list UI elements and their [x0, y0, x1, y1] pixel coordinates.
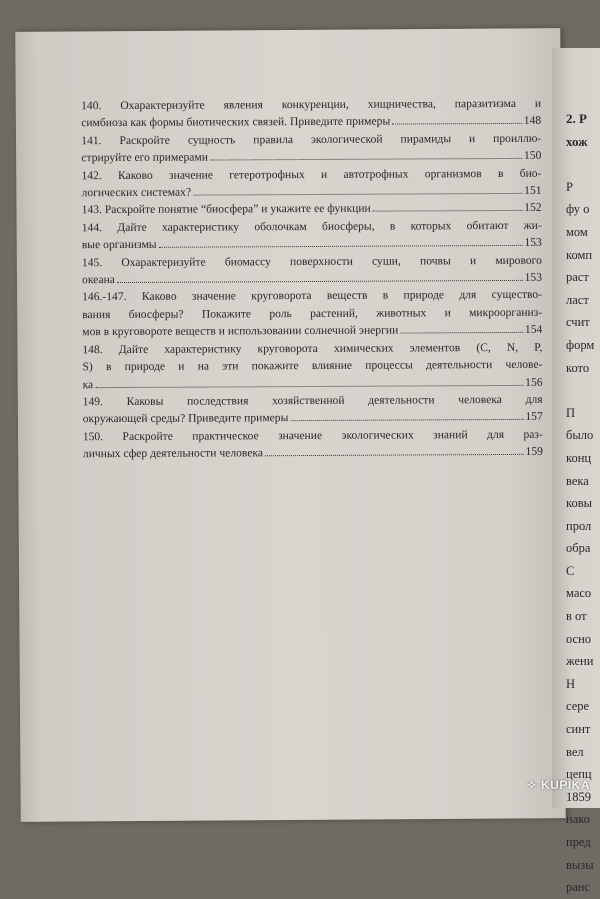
- toc-entry-line: 145. Охарактеризуйте биомассу поверхности суши, почвы и мирового: [81, 253, 542, 269]
- toc-entry-line: 146.-147. Каково значение круговорота веществ в природе для существо-: [82, 288, 543, 304]
- right-page-line: форм: [566, 337, 595, 352]
- toc-entry: [81, 164, 541, 201]
- toc-entry-text: ка: [82, 377, 94, 391]
- toc-entry-line: 142. Каково значение гетеротрофных и автотрофных организмов в био-: [81, 166, 542, 182]
- dot-leader: [265, 454, 523, 456]
- right-page-line: [566, 379, 594, 402]
- right-page-line: ранс: [566, 880, 591, 895]
- right-page-line: 1859: [566, 789, 591, 804]
- right-page-line: обра: [566, 541, 591, 556]
- right-page-line: 2. Р: [566, 111, 587, 126]
- toc-page-number: 156: [525, 375, 543, 389]
- right-page-line: масо: [566, 586, 592, 601]
- toc-entry-text: логических системах?: [81, 185, 192, 200]
- toc-entry-text: окружающей среды? Приведите примеры: [82, 411, 289, 426]
- right-page-line: в от: [566, 609, 587, 624]
- right-page-line: прол: [566, 518, 592, 533]
- dot-leader: [159, 245, 523, 248]
- toc-entry: [83, 391, 543, 428]
- toc-page-number: 148: [523, 114, 542, 128]
- dot-leader: [117, 280, 523, 283]
- right-page-line: счит: [566, 315, 590, 330]
- toc-entry-text: мов в круговороте веществ и использовании солнечной энергии: [82, 323, 399, 339]
- right-page-line: вел: [566, 744, 584, 759]
- toc-entry-line: 150. Раскройте практическое значение экологических знаний для раз-: [82, 427, 543, 443]
- right-page-line: Р: [566, 179, 573, 194]
- toc-page-number: 153: [524, 236, 542, 250]
- dot-leader: [210, 158, 522, 161]
- table-of-contents: [81, 95, 543, 463]
- toc-entry: [82, 251, 542, 288]
- toc-entry: [82, 217, 542, 254]
- right-page-line: нако: [566, 812, 590, 827]
- toc-entry-line: вания биосферы? Покажите роль растений, животных и микроорганиз-: [82, 305, 543, 322]
- toc-entry-line: S) в природе и на эти покажите влияние процессы деятельности челове-: [82, 357, 543, 374]
- right-page-line: пред: [566, 835, 591, 849]
- toc-page-number: 150: [523, 149, 542, 163]
- toc-page-number: 159: [525, 444, 543, 459]
- dot-leader: [193, 193, 522, 196]
- toc-entry-line: 148. Дайте характеристику круговорота химических элементов (C, N, P,: [82, 340, 543, 356]
- toc-entry: [81, 95, 541, 132]
- watermark: ✧ KUPIKA: [526, 778, 590, 792]
- toc-entry-line: 144. Дайте характеристику оболочкам биосферы, в которых обитают жи-: [81, 218, 542, 235]
- toc-page-number: 157: [525, 410, 543, 424]
- right-page-line: комп: [566, 247, 593, 262]
- toc-entry-text: личных сфер деятельности человека: [82, 446, 264, 461]
- dot-leader: [400, 332, 523, 334]
- right-page-line: синт: [566, 722, 591, 737]
- dot-leader: [373, 210, 523, 212]
- right-page-line: хож: [566, 133, 588, 149]
- toc-entry: [81, 130, 541, 167]
- right-page-line: С: [566, 563, 575, 578]
- toc-page-number: 154: [524, 323, 543, 337]
- right-page-line: кото: [566, 360, 590, 375]
- right-page-line: ковы: [566, 496, 592, 511]
- right-page-line: конц: [566, 450, 592, 465]
- toc-entry-line: 141. Раскройте сущность правила экологической пирамиды и проиллю-: [81, 131, 542, 148]
- toc-entry-text: симбиоза как формы биотических связей. Приведите примеры: [81, 114, 391, 130]
- dot-leader: [290, 419, 523, 421]
- toc-page-number: 153: [524, 270, 543, 284]
- toc-page-number: 152: [524, 201, 542, 215]
- toc-entry-text: океана: [81, 273, 115, 287]
- right-page-line: сере: [566, 699, 590, 714]
- toc-entry-line: 140. Охарактеризуйте явления конкуренции, хищничества, паразитизма и: [81, 96, 542, 113]
- right-page-line: П: [566, 405, 576, 420]
- toc-entry-last-line: [83, 443, 543, 463]
- right-page-line: цепц: [566, 767, 592, 782]
- toc-entry-text: стрируйте его примерами: [81, 150, 208, 165]
- right-page-line: осно: [566, 631, 592, 646]
- toc-entry-line: 149. Каковы последствия хозяйственной деятельности человека для: [82, 392, 543, 409]
- toc-entry-text: вые организмы: [81, 238, 157, 252]
- toc-entry-text: 143. Раскройте понятие “биосфера” и укажите ее функции: [81, 202, 371, 217]
- right-page-line: века: [566, 473, 589, 488]
- right-page-line: раст: [566, 270, 589, 285]
- right-page-line: фу о: [566, 202, 590, 217]
- right-page-line: [566, 153, 594, 176]
- toc-entry: [83, 426, 543, 463]
- toc-entry: [82, 286, 542, 341]
- toc-entry: [82, 338, 542, 393]
- right-page-line: Н: [566, 676, 576, 691]
- toc-page-number: 151: [524, 183, 542, 197]
- dot-leader: [392, 123, 522, 125]
- right-page-line: жени: [566, 654, 594, 669]
- right-page-line: ласт: [566, 292, 589, 307]
- right-page-line: вызы: [566, 857, 594, 872]
- right-page-line: было: [566, 428, 594, 443]
- right-page-line: мом: [566, 224, 588, 239]
- dot-leader: [95, 384, 523, 387]
- watermark-text: KUPIKA: [540, 778, 590, 792]
